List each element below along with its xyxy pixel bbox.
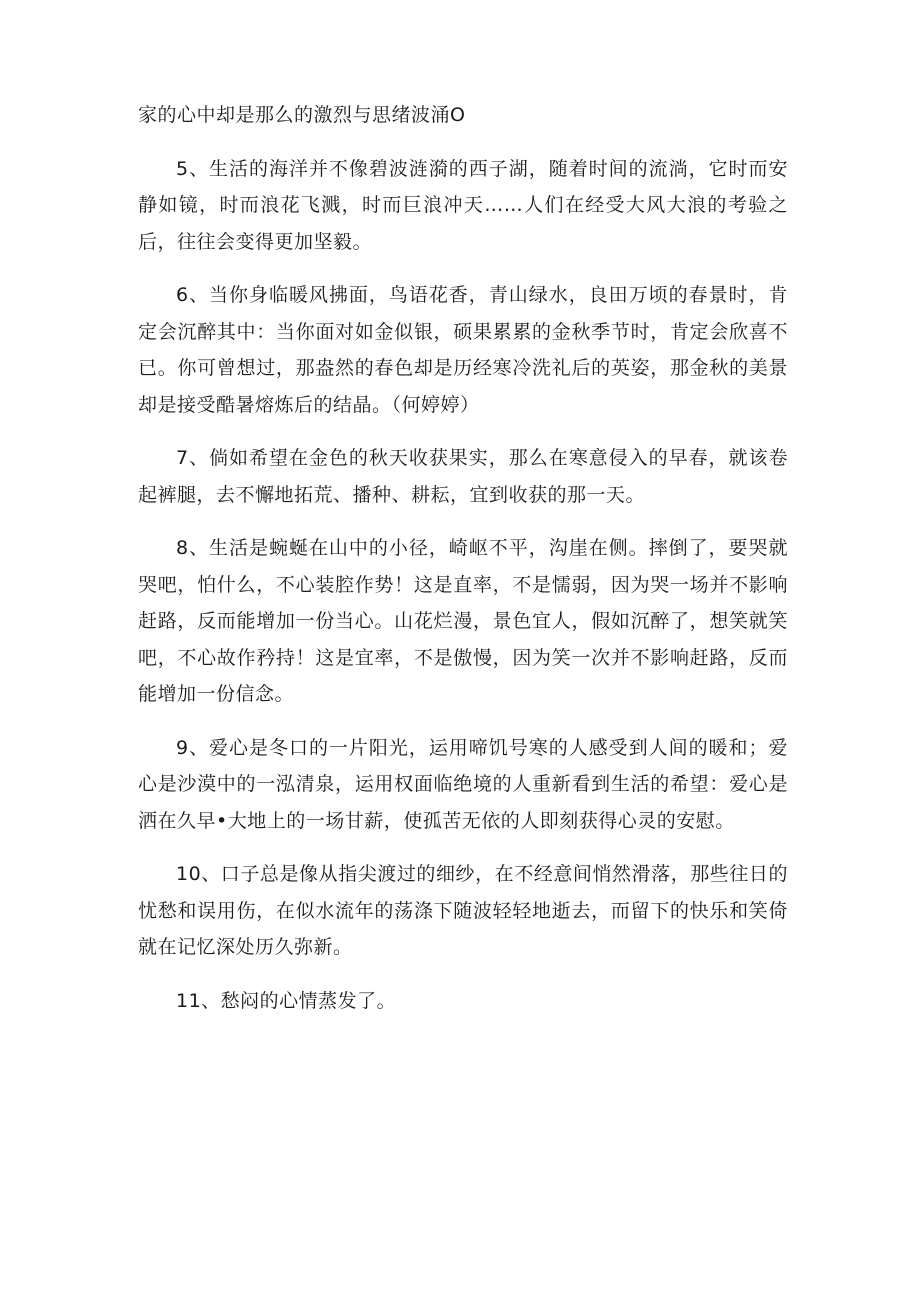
paragraph-10: 10、口子总是像从指尖渡过的细纱，在不经意间悄然滑落，那些往日的忧愁和误用伤，在似水流年的荡涤下随波轻轻地逝去，而留下的快乐和笑倚就在记忆深处历久弥新。: [138, 863, 788, 958]
paragraph-11: 11、愁闷的心情蒸发了。: [176, 989, 397, 1012]
body-text: [138, 97, 788, 1019]
paragraph-8: 8、生活是蜿蜒在山中的小径，崎岖不平，沟崖在侧。摔倒了，要哭就哭吧，怕什么，不心装腔作势！这是直率，不是懦弱，因为哭一场并不影响赶路，反而能增加一份当心。山花烂漫，景色宜人，假如沉醉了，想笑就笑吧，不心故作矜持！这是宜率，不是傲慢，因为笑一次并不影响赶路，反而能增加一份信念。: [138, 537, 788, 705]
paragraph-5: 5、生活的海洋并不像碧波涟漪的西子湖，随着时间的流淌，它时而安静如镜，时而浪花飞溅，时而巨浪冲天……人们在经受大风大浪的考验之后，往往会变得更加坚毅。: [138, 157, 788, 253]
paragraph-9: 9、爱心是冬口的一片阳光，运用啼饥号寒的人感受到人间的暖和；爱心是沙漠中的一泓清泉，运用权面临绝境的人重新看到生活的希望：爱心是洒在久早•大地上的一场甘薪，使孤苦无依的人即刻获得心灵的安慰。: [138, 736, 788, 832]
paragraph-7: 7、倘如希望在金色的秋天收获果实，那么在寒意侵入的早春，就该卷起裤腿，去不懈地拓荒、播种、耕耘，宜到收获的那一天。: [138, 447, 788, 506]
paragraph-6: 6、当你身临暖风拂面，鸟语花香，青山绿水，良田万顷的春景时，肯定会沉醉其中：当你面对如金似银，硕果累累的金秋季节时，肯定会欣喜不已。你可曾想过，那盎然的春色却是历经寒冷洗礼后的英姿，那金秋的美景却是接受酷暑熔炼后的结晶。（何婷婷）: [138, 284, 788, 416]
paragraph-continuation: 家的心中却是那么的激烈与思绪波涌O: [138, 104, 466, 126]
